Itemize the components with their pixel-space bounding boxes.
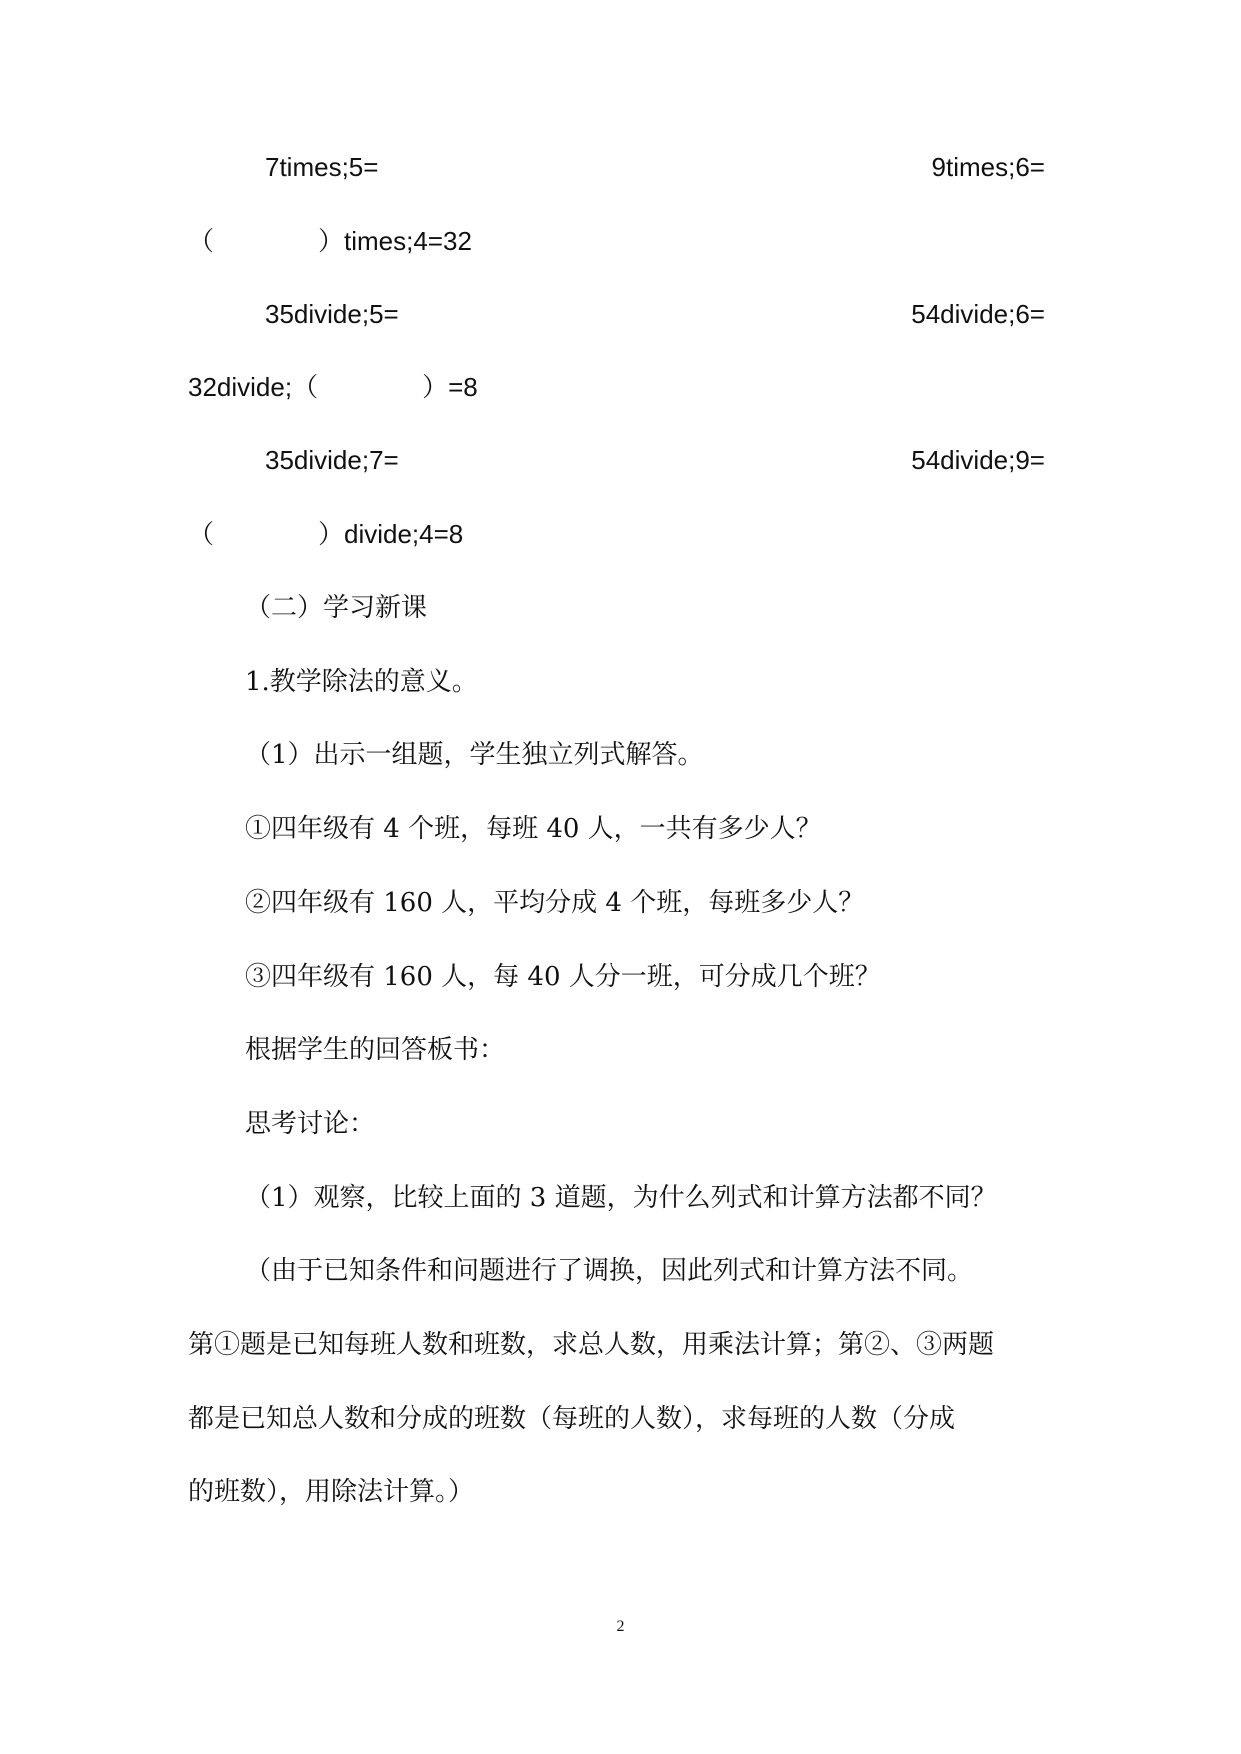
answer-line-4: 的班数），用除法计算。） xyxy=(188,1477,475,1507)
exercise-r6: （ ）divide;4=8 xyxy=(188,519,464,549)
answer-line-3: 都是已知总人数和分成的班数（每班的人数），求每班的人数（分成 xyxy=(188,1404,956,1434)
exercise-r3-right: 54divide;6= xyxy=(911,299,1045,329)
exercise-r1-right: 9times;6= xyxy=(931,152,1045,182)
discussion-heading: 思考讨论： xyxy=(245,1109,376,1139)
question-2: ②四年级有 160 人，平均分成 4 个班，每班多少人？ xyxy=(245,888,865,918)
exercise-r4: 32divide;（ ）=8 xyxy=(188,372,478,402)
step-text: （1）出示一组题，学生独立列式解答。 xyxy=(245,740,704,770)
answer-line-1: （由于已知条件和问题进行了调换，因此列式和计算方法不同。 xyxy=(245,1256,974,1286)
board-note: 根据学生的回答板书： xyxy=(245,1035,506,1065)
section-heading: （二）学习新课 xyxy=(245,593,428,623)
question-3: ③四年级有 160 人，每 40 人分一班，可分成几个班？ xyxy=(245,962,881,992)
discussion-question: （1）观察，比较上面的 3 道题，为什么列式和计算方法都不同？ xyxy=(245,1183,997,1213)
exercise-r2: （ ）times;4=32 xyxy=(188,226,472,256)
question-1: ①四年级有 4 个班，每班 40 人，一共有多少人？ xyxy=(245,814,822,844)
answer-line-2: 第①题是已知每班人数和班数，求总人数，用乘法计算；第②、③两题 xyxy=(188,1330,995,1360)
exercise-r1-left: 7times;5= xyxy=(265,152,379,182)
exercise-r5-left: 35divide;7= xyxy=(265,445,399,475)
item-title: 1.教学除法的意义。 xyxy=(245,667,478,697)
exercise-r5-right: 54divide;9= xyxy=(911,445,1045,475)
page-number: 2 xyxy=(616,1618,625,1635)
exercise-r3-left: 35divide;5= xyxy=(265,299,399,329)
